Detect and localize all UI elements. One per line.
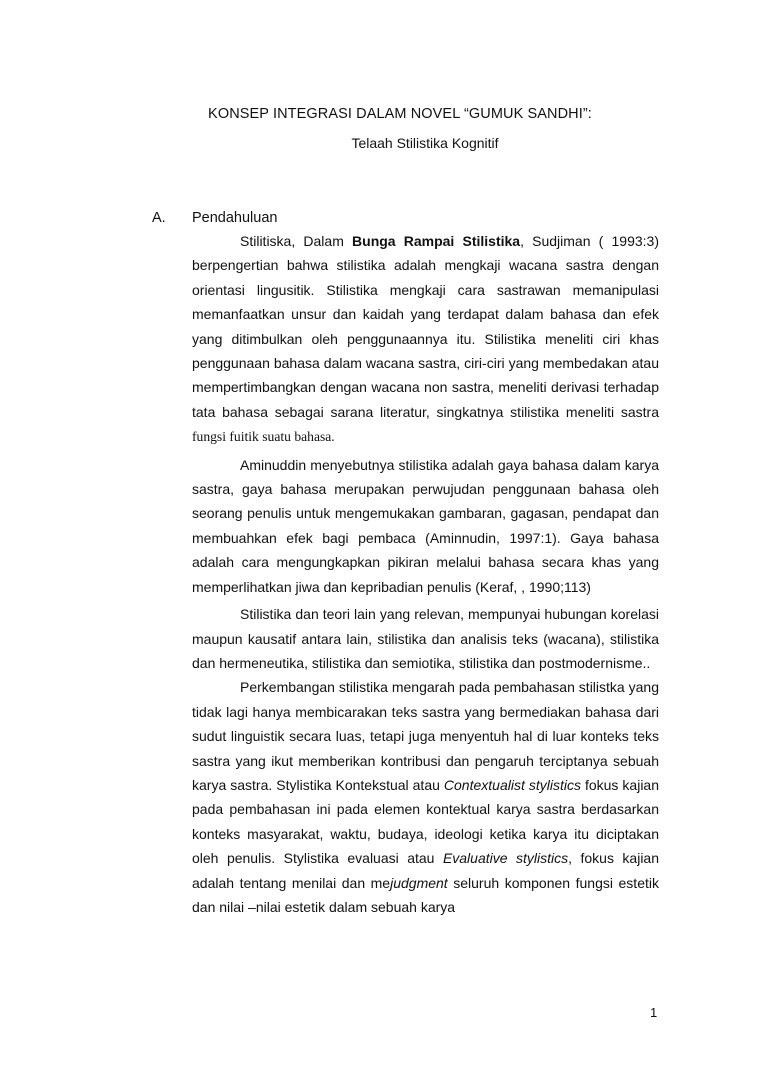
page-number: 1 [650, 1005, 658, 1020]
paragraph-1-text-a: Stilitiska, Dalam [240, 233, 353, 249]
paragraph-1 [192, 229, 659, 450]
section-heading [152, 208, 277, 228]
paragraph-1-text-c: , Sudjiman ( 1993:3) berpengertian bahwa stilistika adalah mengkaji wacana sastra dengan orientasi lingusitik. Stilistika mengkaji cara sastrawan memanipulasi memanfaatkan unsur dan kaidah yang terdapat dalam bahasa dan efek yang ditimbulkan oleh penggunaannya itu. Stilistika meneliti ciri khas penggunaan bahasa dalam wacana sastra, ciri-ciri yang membedakan atau mempertimbangkan dengan wacana non sastra, meneliti derivasi terhadap tata bahasa sebagai sarana literatur, singkatnya stilistika meneliti sastra [192, 233, 659, 420]
paragraph-4 [192, 675, 659, 919]
document-title: KONSEP INTEGRASI DALAM NOVEL “GUMUK SANDHI”: [208, 106, 592, 122]
paragraph-4-text-e: , fokus kajian adalah tentang menilai dan me [192, 850, 659, 891]
paragraph-4-italic-contextualist: Contextualist stylistics [443, 776, 581, 793]
paragraph-2: Aminuddin menyebutnya stilistika adalah gaya bahasa dalam karya sastra, gaya bahasa merupakan perwujudan penggunaan bahasa oleh seorang penulis untuk mengemukakan gambaran, gagasan, pendapat dan membuahkan efek bagi pembaca (Aminnudin, 1997:1). Gaya bahasa adalah cara mengungkapkan pikiran melalui bahasa secara khas yang memperlihatkan jiwa dan kepribadian penulis (Keraf, , 1990;113) [192, 456, 659, 595]
paragraph-4-text-a: Perkembangan stilistika mengarah pada pembahasan stilistka yang tidak lagi hanya membicarakan teks sastra yang bermediakan bahasa dari sudut linguistik secara luas, tetapi juga menyentuh hal di luar konteks teks sastra yang ikut memberikan kontribusi dan pengaruh terciptanya sebuah karya sastra. Stylistika Kontekstual atau [192, 679, 659, 793]
book-title-bold: Bunga Rampai Stilistika [352, 233, 521, 249]
paragraph-4-text-g: seluruh komponen fungsi estetik dan nilai –nilai estetik dalam sebuah karya [192, 874, 659, 915]
paragraph-1-serif-ending: fungsi fuitik suatu bahasa. [192, 429, 335, 445]
body-text [192, 229, 659, 919]
paragraph-4-italic-judgment: judgment [390, 874, 448, 891]
document-subtitle: Telaah Stilistika Kognitif [351, 135, 499, 151]
paragraph-3: Stilistika dan teori lain yang relevan, mempunyai hubungan korelasi maupun kausatif antara lain, stilistika dan analisis teks (wacana), stilistika dan hermeneutika, stilistika dan semiotika, stilistika dan postmodernisme.. [192, 606, 659, 671]
section-title: Pendahuluan [192, 210, 278, 226]
section-letter: A. [152, 210, 166, 226]
paragraph-4-italic-evaluative: Evaluative stylistics [442, 850, 569, 867]
paragraph-4-text-c: fokus kajian pada pembahasan ini pada elemen kontektual karya sastra berdasarkan konteks masyarakat, waktu, budaya, ideologi ketika karya itu diciptakan oleh penulis. Stylistika evaluasi atau [192, 776, 659, 867]
